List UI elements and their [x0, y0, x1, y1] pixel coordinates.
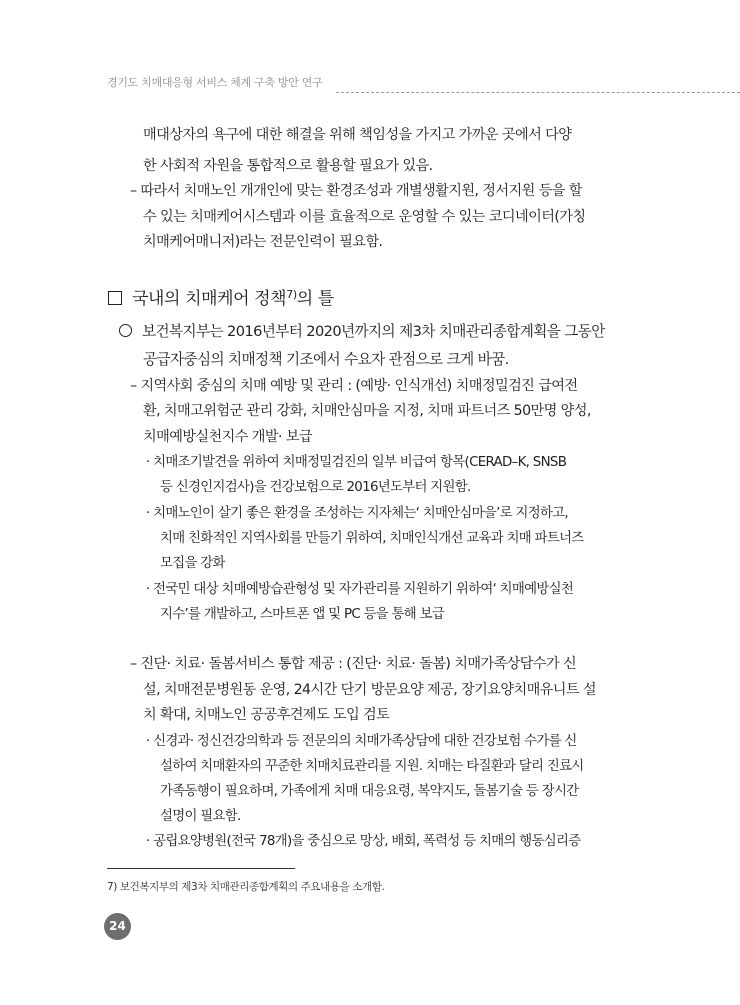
bullet-continuation: 모집을 강화 [160, 556, 225, 571]
dash-item-text: – 진단· 치료· 돌봄서비스 통합 제공 : (진단· 치료· 돌봄) 치매가족상담수가 신 [130, 656, 577, 672]
dash-item-text: – 지역사회 중심의 치매 예방 및 관리 : (예방· 인식개선) 치매정밀검진 급여전 [130, 378, 578, 394]
footnote-separator [107, 868, 295, 869]
dot-bullet-item: · 치매노인이 살기 좋은 환경을 조성하는 지자체는‘ 치매안심마을’로 지정하고, [146, 506, 568, 521]
dot-bullet-item: · 신경과· 정신건강의학과 등 전문의의 치매가족상담에 대한 건강보험 수가를 신 [146, 734, 577, 749]
dot-bullet-item: · 전국민 대상 치매예방습관형성 및 자가관리를 지원하기 위하여‘ 치매예방실천 [146, 582, 574, 597]
bullet-continuation: 치매 친화적인 지역사회를 만들기 위하여, 치매인식개선 교육과 치매 파트너즈 [160, 531, 584, 546]
body-text-line: 한 사회적 자원을 통합적으로 활용할 필요가 있음. [143, 158, 433, 174]
body-text-line: 치매예방실천지수 개발· 보급 [143, 429, 312, 445]
dot-bullet-item: · 치매조기발견을 위하여 치매정밀검진의 일부 비급여 항목(CERAD–K, SNSB [146, 455, 567, 470]
body-text-line: 치 확대, 치매노인 공공후견제도 도입 검토 [143, 707, 390, 723]
bullet-continuation: 가족동행이 필요하며, 가족에게 치매 대응요령, 복약지도, 돌봄기술 등 장시간 [160, 784, 579, 799]
header-dashed-rule [336, 92, 740, 93]
footnote-text: 7) 보건복지부의 제3차 치매관리종합계획의 주요내용을 소개함. [107, 881, 385, 893]
body-text-line: 환, 치매고위험군 관리 강화, 치매안심마을 지정, 치매 파트너즈 50만명 양성, [143, 403, 591, 419]
bullet-continuation: 지수’를 개발하고, 스마트폰 앱 및 PC 등을 통해 보급 [160, 607, 445, 622]
section-heading-text: 국내의 치매케어 정책 [132, 289, 287, 309]
bullet-continuation: 설명이 필요함. [160, 809, 241, 824]
square-bullet-icon [108, 291, 122, 305]
body-text-line: 설, 치매전문병원동 운영, 24시간 단기 방문요양 제공, 장기요양치매유니트 설 [143, 682, 597, 698]
running-header-title: 경기도 치매대응형 서비스 체계 구축 방안 연구 [107, 76, 323, 89]
body-text-line: 수 있는 치매케어시스템과 이를 효율적으로 운영할 수 있는 코디네이터(가칭 [143, 209, 586, 225]
body-text-line: 공급자중심의 치매정책 기조에서 수요자 관점으로 크게 바꿈. [143, 351, 509, 368]
circle-item [119, 320, 605, 341]
dash-item-text: – 따라서 치매노인 개개인에 맞는 환경조성과 개별생활지원, 정서지원 등을 할 [130, 183, 582, 199]
dot-bullet-item: · 공립요양병원(전국 78개)을 중심으로 망상, 배회, 폭력성 등 치매의 행동심리증 [146, 834, 581, 849]
page-number-badge: 24 [104, 913, 131, 940]
bullet-continuation: 설하여 치매환자의 꾸준한 치매치료관리를 지원. 치매는 타질환과 달리 진료시 [160, 759, 584, 774]
circle-bullet-icon [119, 324, 132, 337]
circle-item-text: 보건복지부는 2016년부터 2020년까지의 제3차 치매관리종합계획을 그동안 [142, 323, 605, 340]
body-text-line: 치매케어매니저)라는 전문인력이 필요함. [143, 234, 383, 250]
footnote-reference: 7) [286, 288, 297, 301]
section-heading [108, 284, 334, 309]
section-heading-tail: 의 틀 [296, 289, 334, 309]
bullet-continuation: 등 신경인지검사)을 건강보험으로 2016년도부터 지원함. [160, 480, 471, 495]
body-text-line: 매대상자의 욕구에 대한 해결을 위해 책임성을 가지고 가까운 곳에서 다양 [143, 127, 572, 143]
